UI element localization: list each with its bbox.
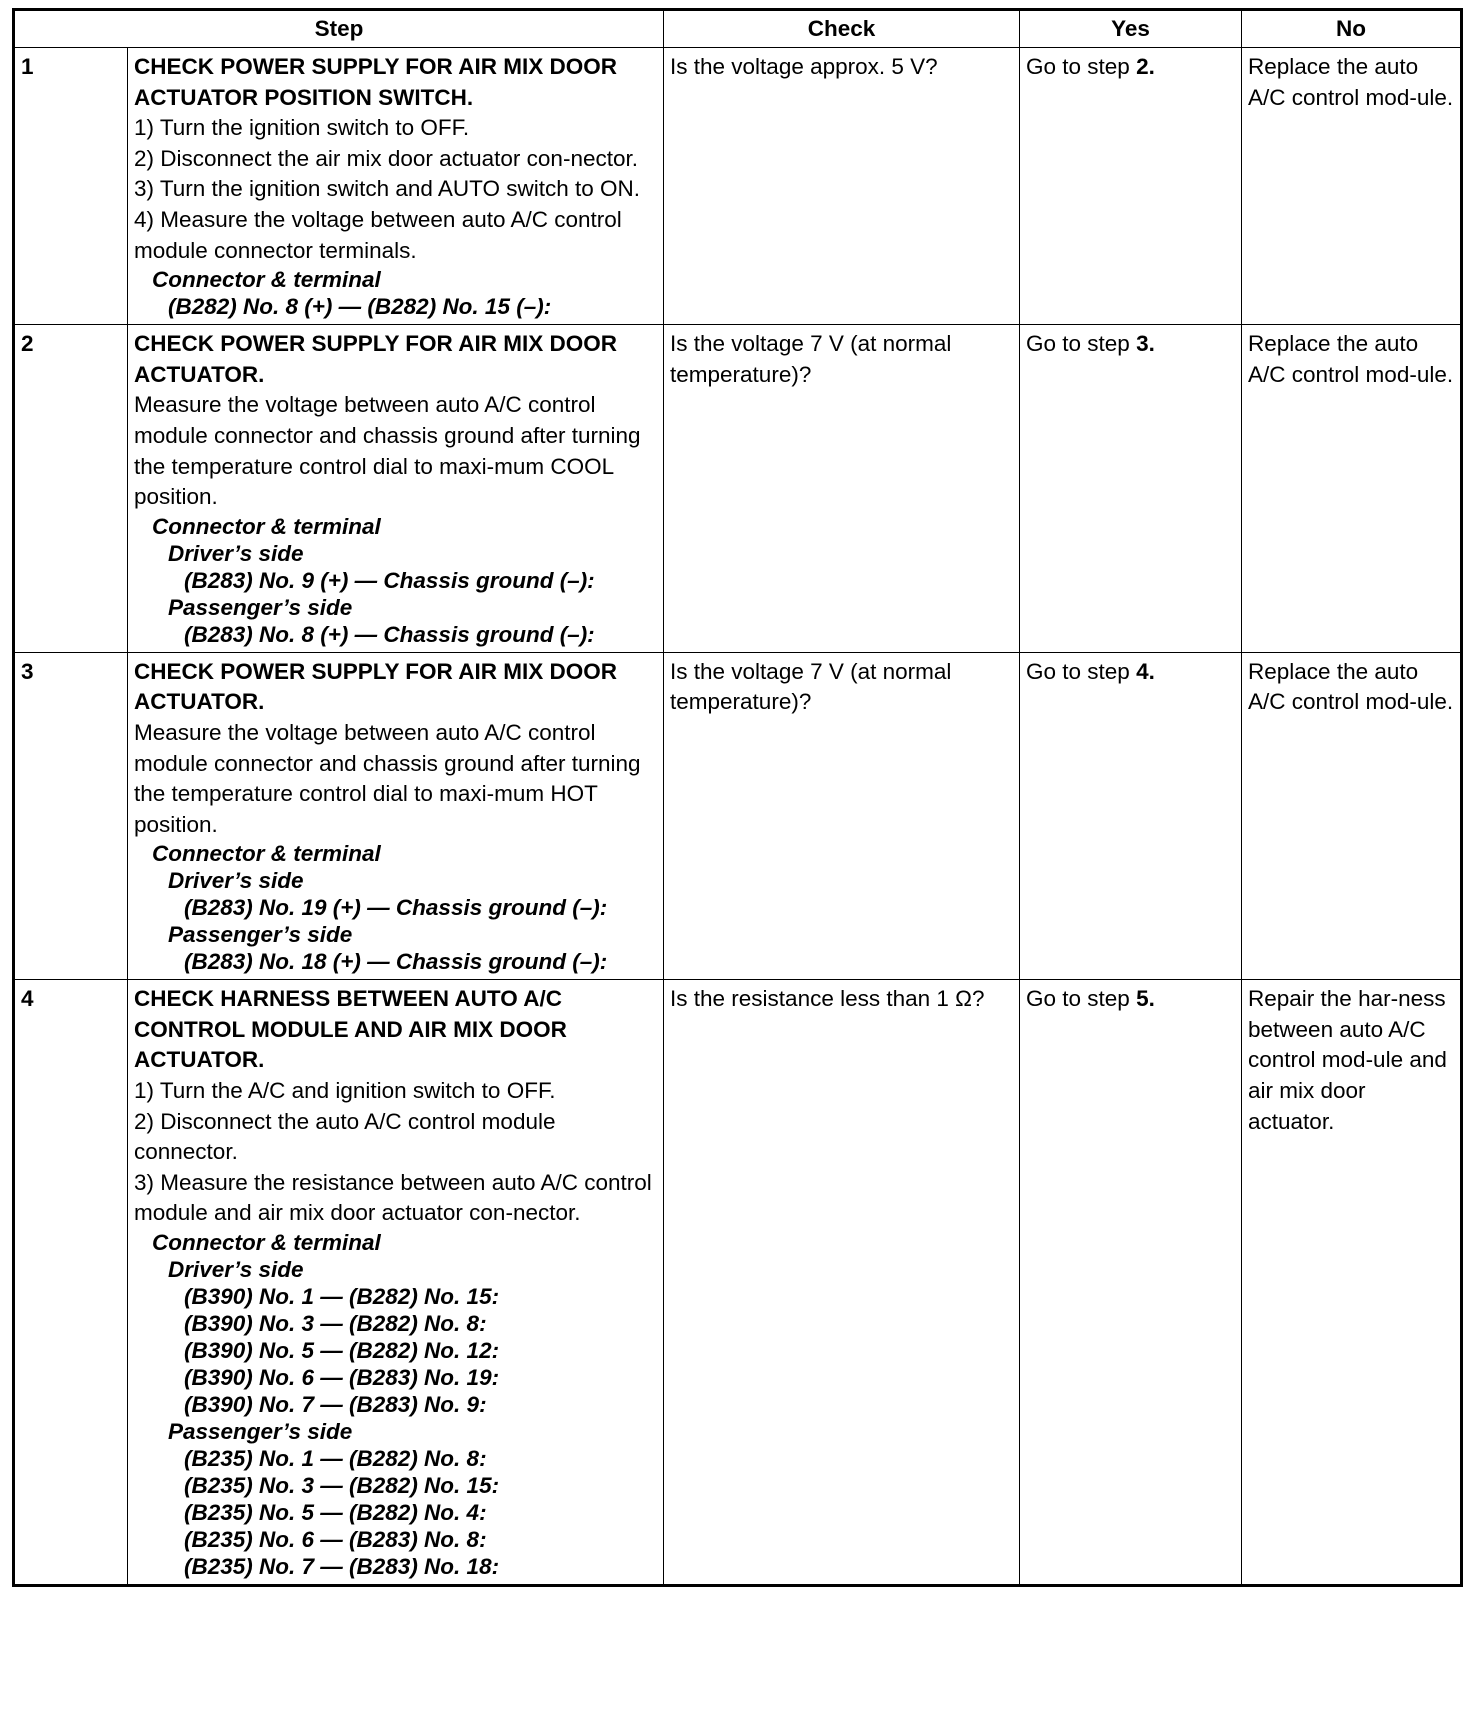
step-instruction: Measure the voltage between auto A/C control module connector and chassis ground after turning the temperature control dial to maxi-mum HOT position.	[134, 719, 641, 837]
no-cell: Replace the auto A/C control mod-ule.	[1242, 48, 1462, 325]
step-instruction: 4) Measure the voltage between auto A/C control module connector terminals.	[134, 206, 622, 263]
connector-terminal-value: (B235) No. 1 — (B282) No. 8:	[184, 1446, 487, 1472]
diagnostic-table	[12, 8, 1463, 1587]
connector-terminal-heading: Connector & terminal	[152, 513, 381, 539]
connector-terminal-value: (B283) No. 18 (+) — Chassis ground (–):	[184, 949, 608, 975]
yes-cell	[1020, 325, 1242, 653]
step-instruction: Measure the voltage between auto A/C control module connector and chassis ground after turning the temperature control dial to maxi-mum COOL position.	[134, 392, 641, 510]
connector-terminal-value: (B390) No. 3 — (B282) No. 8:	[184, 1311, 487, 1337]
header-no: No	[1242, 10, 1462, 48]
connector-terminal-value: (B235) No. 5 — (B282) No. 4:	[184, 1500, 487, 1526]
check-cell: Is the voltage 7 V (at normal temperature)?	[664, 325, 1020, 653]
connector-terminal-heading: Connector & terminal	[152, 841, 381, 867]
step-number: 4	[14, 980, 128, 1586]
step-instruction: 1) Turn the A/C and ignition switch to OFF.	[134, 1078, 556, 1104]
header-yes: Yes	[1020, 10, 1242, 48]
connector-terminal-value: (B283) No. 8 (+) — Chassis ground (–):	[184, 621, 595, 647]
connector-terminal-value: (B390) No. 1 — (B282) No. 15:	[184, 1284, 500, 1310]
connector-terminal-value: (B235) No. 3 — (B282) No. 15:	[184, 1473, 500, 1499]
side-label: Driver’s side	[168, 868, 304, 894]
table-row	[14, 325, 1462, 653]
connector-terminal-heading: Connector & terminal	[152, 267, 381, 293]
step-number: 1	[14, 48, 128, 325]
yes-step-number: 5.	[1136, 986, 1155, 1012]
yes-prefix: Go to step	[1026, 54, 1137, 79]
header-step: Step	[14, 10, 664, 48]
table-row	[14, 652, 1462, 980]
side-label: Driver’s side	[168, 540, 304, 566]
yes-prefix: Go to step	[1026, 986, 1137, 1012]
connector-terminal-value: (B283) No. 19 (+) — Chassis ground (–):	[184, 895, 608, 921]
yes-cell	[1020, 652, 1242, 980]
side-label: Driver’s side	[168, 1257, 304, 1283]
step-instruction: 2) Disconnect the auto A/C control module connector.	[134, 1108, 556, 1165]
connector-terminal-value: (B283) No. 9 (+) — Chassis ground (–):	[184, 567, 595, 593]
yes-step-number: 2.	[1136, 54, 1155, 79]
connector-terminal-value: (B390) No. 7 — (B283) No. 9:	[184, 1392, 487, 1418]
step-instruction: 1) Turn the ignition switch to OFF.	[134, 115, 470, 141]
step-number: 2	[14, 325, 128, 653]
no-cell: Replace the auto A/C control mod-ule.	[1242, 652, 1462, 980]
connector-terminal-value: (B235) No. 6 — (B283) No. 8:	[184, 1527, 487, 1553]
no-cell: Repair the har-ness between auto A/C control mod-ule and air mix door actuator.	[1242, 980, 1462, 1586]
step-description	[128, 652, 664, 980]
side-label: Passenger’s side	[168, 594, 353, 620]
step-description	[128, 48, 664, 325]
header-row	[14, 10, 1462, 48]
yes-prefix: Go to step	[1026, 331, 1137, 357]
yes-step-number: 4.	[1136, 658, 1155, 684]
step-title: CHECK POWER SUPPLY FOR AIR MIX DOOR ACTUATOR.	[134, 331, 617, 387]
connector-terminal-heading: Connector & terminal	[152, 1230, 381, 1256]
step-number: 3	[14, 652, 128, 980]
connector-terminal-value: (B282) No. 8 (+) — (B282) No. 15 (–):	[168, 294, 552, 320]
step-title: CHECK POWER SUPPLY FOR AIR MIX DOOR ACTUATOR POSITION SWITCH.	[134, 54, 617, 110]
connector-terminal-value: (B235) No. 7 — (B283) No. 18:	[184, 1554, 500, 1580]
connector-terminal-value: (B390) No. 6 — (B283) No. 19:	[184, 1365, 500, 1391]
connector-terminal-value: (B390) No. 5 — (B282) No. 12:	[184, 1338, 500, 1364]
yes-step-number: 3.	[1136, 331, 1155, 357]
step-instruction: 2) Disconnect the air mix door actuator con-nector.	[134, 145, 638, 171]
step-instruction: 3) Measure the resistance between auto A/C control module and air mix door actuator con-nector.	[134, 1169, 652, 1226]
step-description	[128, 325, 664, 653]
table-row	[14, 980, 1462, 1586]
table-row	[14, 48, 1462, 325]
check-cell: Is the voltage 7 V (at normal temperature)?	[664, 652, 1020, 980]
side-label: Passenger’s side	[168, 1419, 353, 1445]
yes-prefix: Go to step	[1026, 658, 1137, 684]
step-instruction: 3) Turn the ignition switch and AUTO switch to ON.	[134, 176, 641, 202]
step-title: CHECK HARNESS BETWEEN AUTO A/C CONTROL MODULE AND AIR MIX DOOR ACTUATOR.	[134, 986, 567, 1073]
check-cell: Is the voltage approx. 5 V?	[664, 48, 1020, 325]
no-cell: Replace the auto A/C control mod-ule.	[1242, 325, 1462, 653]
check-cell: Is the resistance less than 1 Ω?	[664, 980, 1020, 1586]
header-check: Check	[664, 10, 1020, 48]
yes-cell	[1020, 48, 1242, 325]
step-description	[128, 980, 664, 1586]
yes-cell	[1020, 980, 1242, 1586]
step-title: CHECK POWER SUPPLY FOR AIR MIX DOOR ACTUATOR.	[134, 658, 617, 715]
side-label: Passenger’s side	[168, 922, 353, 948]
